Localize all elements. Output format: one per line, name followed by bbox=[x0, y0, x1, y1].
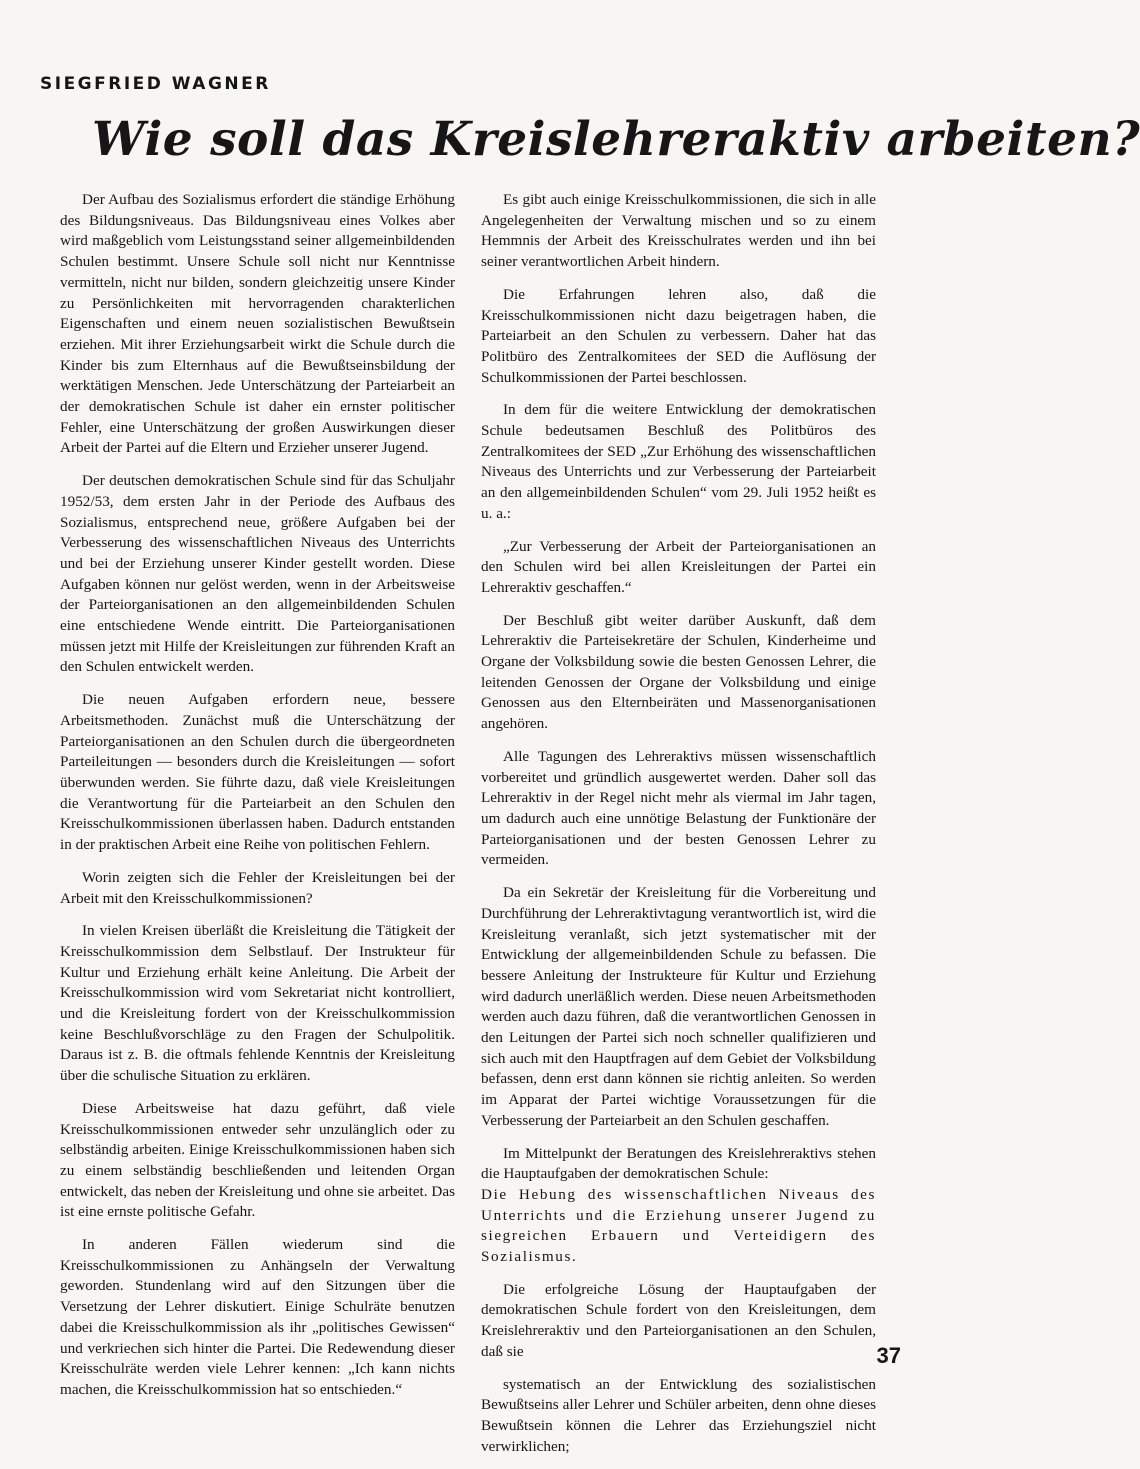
article-title: Wie soll das Kreislehreraktiv arbeiten? bbox=[92, 112, 1140, 167]
paragraph: Worin zeigten sich die Fehler der Kreisleitungen bei der Arbeit mit den Kreisschulkommissionen? bbox=[60, 868, 455, 907]
paragraph: In dem für die weitere Entwicklung der demokratischen Schule bedeutsamen Beschluß des Politbüros des Zentralkomitees der SED „Zur Erhöhung des wissenschaftlichen Niveaus des Unterrichts und zur Verbesserung der Parteiarbeit an den allgemeinbildenden Schulen“ vom 29. Juli 1952 heißt es u. a.: bbox=[481, 401, 876, 522]
paragraph: In vielen Kreisen überläßt die Kreisleitung die Tätigkeit der Kreisschulkommission dem Selbstlauf. Der Instrukteur für Kultur und Erziehung erhält keine Anleitung. Die Arbeit der Kreisschulkommission wird vom Sekretariat nicht kontrolliert, und die Kreisleitung fordert von der Kreisschulkommission keine Beschlußvorschläge zu den Fragen der Schulpolitik. Daraus ist z. B. die oftmals fehlende Kenntnis der Kreisleitung über die schulische Situation zu erklären. bbox=[60, 922, 455, 1085]
paragraph: Es gibt auch einige Kreisschulkommissionen, die sich in alle Angelegenheiten der Verwaltung mischen und so zu einem Hemmnis der Arbeit des Kreisschulrates werden und ihn bei seiner verantwortlichen Arbeit hindern. bbox=[481, 191, 876, 271]
paragraph: Da ein Sekretär der Kreisleitung für die Vorbereitung und Durchführung der Lehreraktivtagung verantwortlich ist, wird die Kreisleitung veranlaßt, sich jetzt systematischer mit der Entwicklung der allgemeinbildenden Schule zu befassen. Die bessere Anleitung der Instrukteure für Kultur und Erziehung wird dadurch unerläßlich werden. Diese neuen Arbeitsmethoden werden auch dazu führen, daß die verantwortlichen Genossen in den Leitungen der Partei sich noch schneller qualifizieren und sich auch mit den Hauptfragen auf dem Gebiet der Volksbildung befassen, denn erst dann können sie richtig anleiten. So werden im Apparat der Partei wichtige Voraussetzungen für die Verbesserung der Parteiarbeit an den Schulen geschaffen. bbox=[481, 884, 876, 1129]
paragraph: Der Aufbau des Sozialismus erfordert die ständige Erhöhung des Bildungsniveaus. Das Bildungsniveau eines Volkes aber wird maßgeblich vom Leistungsstand seiner allgemeinbildenden Schulen bestimmt. Unsere Schule soll nicht nur Kenntnisse vermitteln, nicht nur bilden, sondern gleichzeitig unsere Kinder zu Persönlichkeiten mit hervorragenden charakterlichen Eigenschaften und einem neuen sozialistischen Bewußtsein erziehen. Mit ihrer Erziehungsarbeit wirkt die Schule durch die Kinder bis zum Elternhaus auf die Bewußtseinsbildung der werktätigen Menschen. Jede Unterschätzung der Parteiarbeit an der demokratischen Schule ist daher ein ernster politischer Fehler, eine Unterschätzung der großen Auswirkungen dieser Arbeit der Partei auf die Eltern und Erzieher unserer Jugend. bbox=[60, 191, 455, 457]
list-item: systematisch an der Entwicklung des sozialistischen Bewußtseins aller Lehrer und Schüler arbeiten, denn ohne dieses Bewußtsein können die Lehrer das Erziehungsziel nicht verwirklichen; bbox=[481, 1375, 876, 1455]
left-column bbox=[60, 190, 455, 1413]
right-column bbox=[481, 190, 876, 1469]
paragraph: Die erfolgreiche Lösung der Hauptaufgaben der demokratischen Schule fordert von den Kreisleitungen, dem Kreislehreraktiv und den Parteiorganisationen an den Schulen, daß sie bbox=[481, 1280, 876, 1360]
paragraph: Diese Arbeitsweise hat dazu geführt, daß viele Kreisschulkommissionen entweder sehr unzulänglich oder zu selbständig arbeiten. Einige Kreisschulkommissionen haben sich zu einem selbständig beschließenden und leitenden Organ entwickelt, das neben der Kreisleitung und ohne sie arbeitet. Das ist eine ernste politische Gefahr. bbox=[60, 1099, 455, 1221]
page-number: 37 bbox=[876, 1343, 901, 1368]
quotation: „Zur Verbesserung der Arbeit der Parteiorganisationen an den Schulen wird bei allen Kreisleitungen der Partei ein Lehreraktiv geschaffen.“ bbox=[481, 537, 876, 596]
author-name: SIEGFRIED WAGNER bbox=[40, 74, 271, 94]
paragraph: Im Mittelpunkt der Beratungen des Kreislehreraktivs stehen die Hauptaufgaben der demokratischen Schule: bbox=[481, 1144, 876, 1183]
paragraph: In anderen Fällen wiederum sind die Kreisschulkommissionen zu Anhängseln der Verwaltung geworden. Stundenlang wird auf den Sitzungen über die Versetzung der Lehrer diskutiert. Einige Schulräte benutzen dabei die Kreisschulkommission als ihr „politisches Gewissen“ und verkriechen sich hinter die Partei. Die Redewendung dieser Kreisschulräte werden viele Lehrer kennen: „Ich kann nichts machen, die Kreisschulkommission hat so entschieden.“ bbox=[60, 1236, 455, 1398]
paragraph: Der Beschluß gibt weiter darüber Auskunft, daß dem Lehreraktiv die Parteisekretäre der Schulen, Kinderheime und Organe der Volksbildung sowie die besten Genossen Lehrer, die leitenden Genossen der Organe der Volksbildung und einige Genossen aus den Elternbeiräten und Massenorganisationen angehören. bbox=[481, 611, 876, 733]
paragraph: Der deutschen demokratischen Schule sind für das Schuljahr 1952/53, dem ersten Jahr in der Periode des Aufbaus des Sozialismus, entsprechend neue, größere Aufgaben bei der Verbesserung des wissenschaftlichen Niveaus des Unterrichts und bei der Erziehung unserer Kinder gestellt worden. Diese Aufgaben können nur gelöst werden, wenn in der Arbeitsweise der Parteiorganisationen an den allgemeinbildenden Schulen eine entschiedene Wende eintritt. Die Parteiorganisationen müssen jetzt mit Hilfe der Kreisleitungen zur führenden Kraft an den Schulen entwickelt werden. bbox=[60, 472, 455, 676]
paragraph: Die Erfahrungen lehren also, daß die Kreisschulkommissionen nicht dazu beigetragen haben, die Parteiarbeit an den Schulen zu verbessern. Daher hat das Politbüro des Zentralkomitees der SED die Auflösung der Schulkommissionen der Partei beschlossen. bbox=[481, 285, 876, 386]
paragraph: Alle Tagungen des Lehreraktivs müssen wissenschaftlich vorbereitet und gründlich ausgewertet werden. Daher soll das Lehreraktiv in der Regel nicht mehr als viermal im Jahr tagen, um dadurch auch eine unnötige Belastung der Funktionäre der Parteiorganisationen und der besten Genossen Lehrer zu vermeiden. bbox=[481, 747, 876, 869]
paragraph: Die neuen Aufgaben erfordern neue, bessere Arbeitsmethoden. Zunächst muß die Unterschätzung der Parteiorganisationen an den Schulen durch die übergeordneten Parteileitungen — besonders durch die Kreisleitungen — sofort überwunden werden. Sie führte dazu, daß viele Kreisleitungen die Verantwortung für die Parteiarbeit an den Schulen den Kreisschulkommissionen überlassen haben. Dadurch entstanden in der praktischen Arbeit eine Reihe von politischen Fehlern. bbox=[60, 691, 455, 854]
spaced-emphasis: Die Hebung des wissenschaftlichen Niveaus des Unterrichts und die Erziehung unserer Jugend zu siegreichen Erbauern und Verteidigern des Sozialismus. bbox=[481, 1185, 876, 1266]
